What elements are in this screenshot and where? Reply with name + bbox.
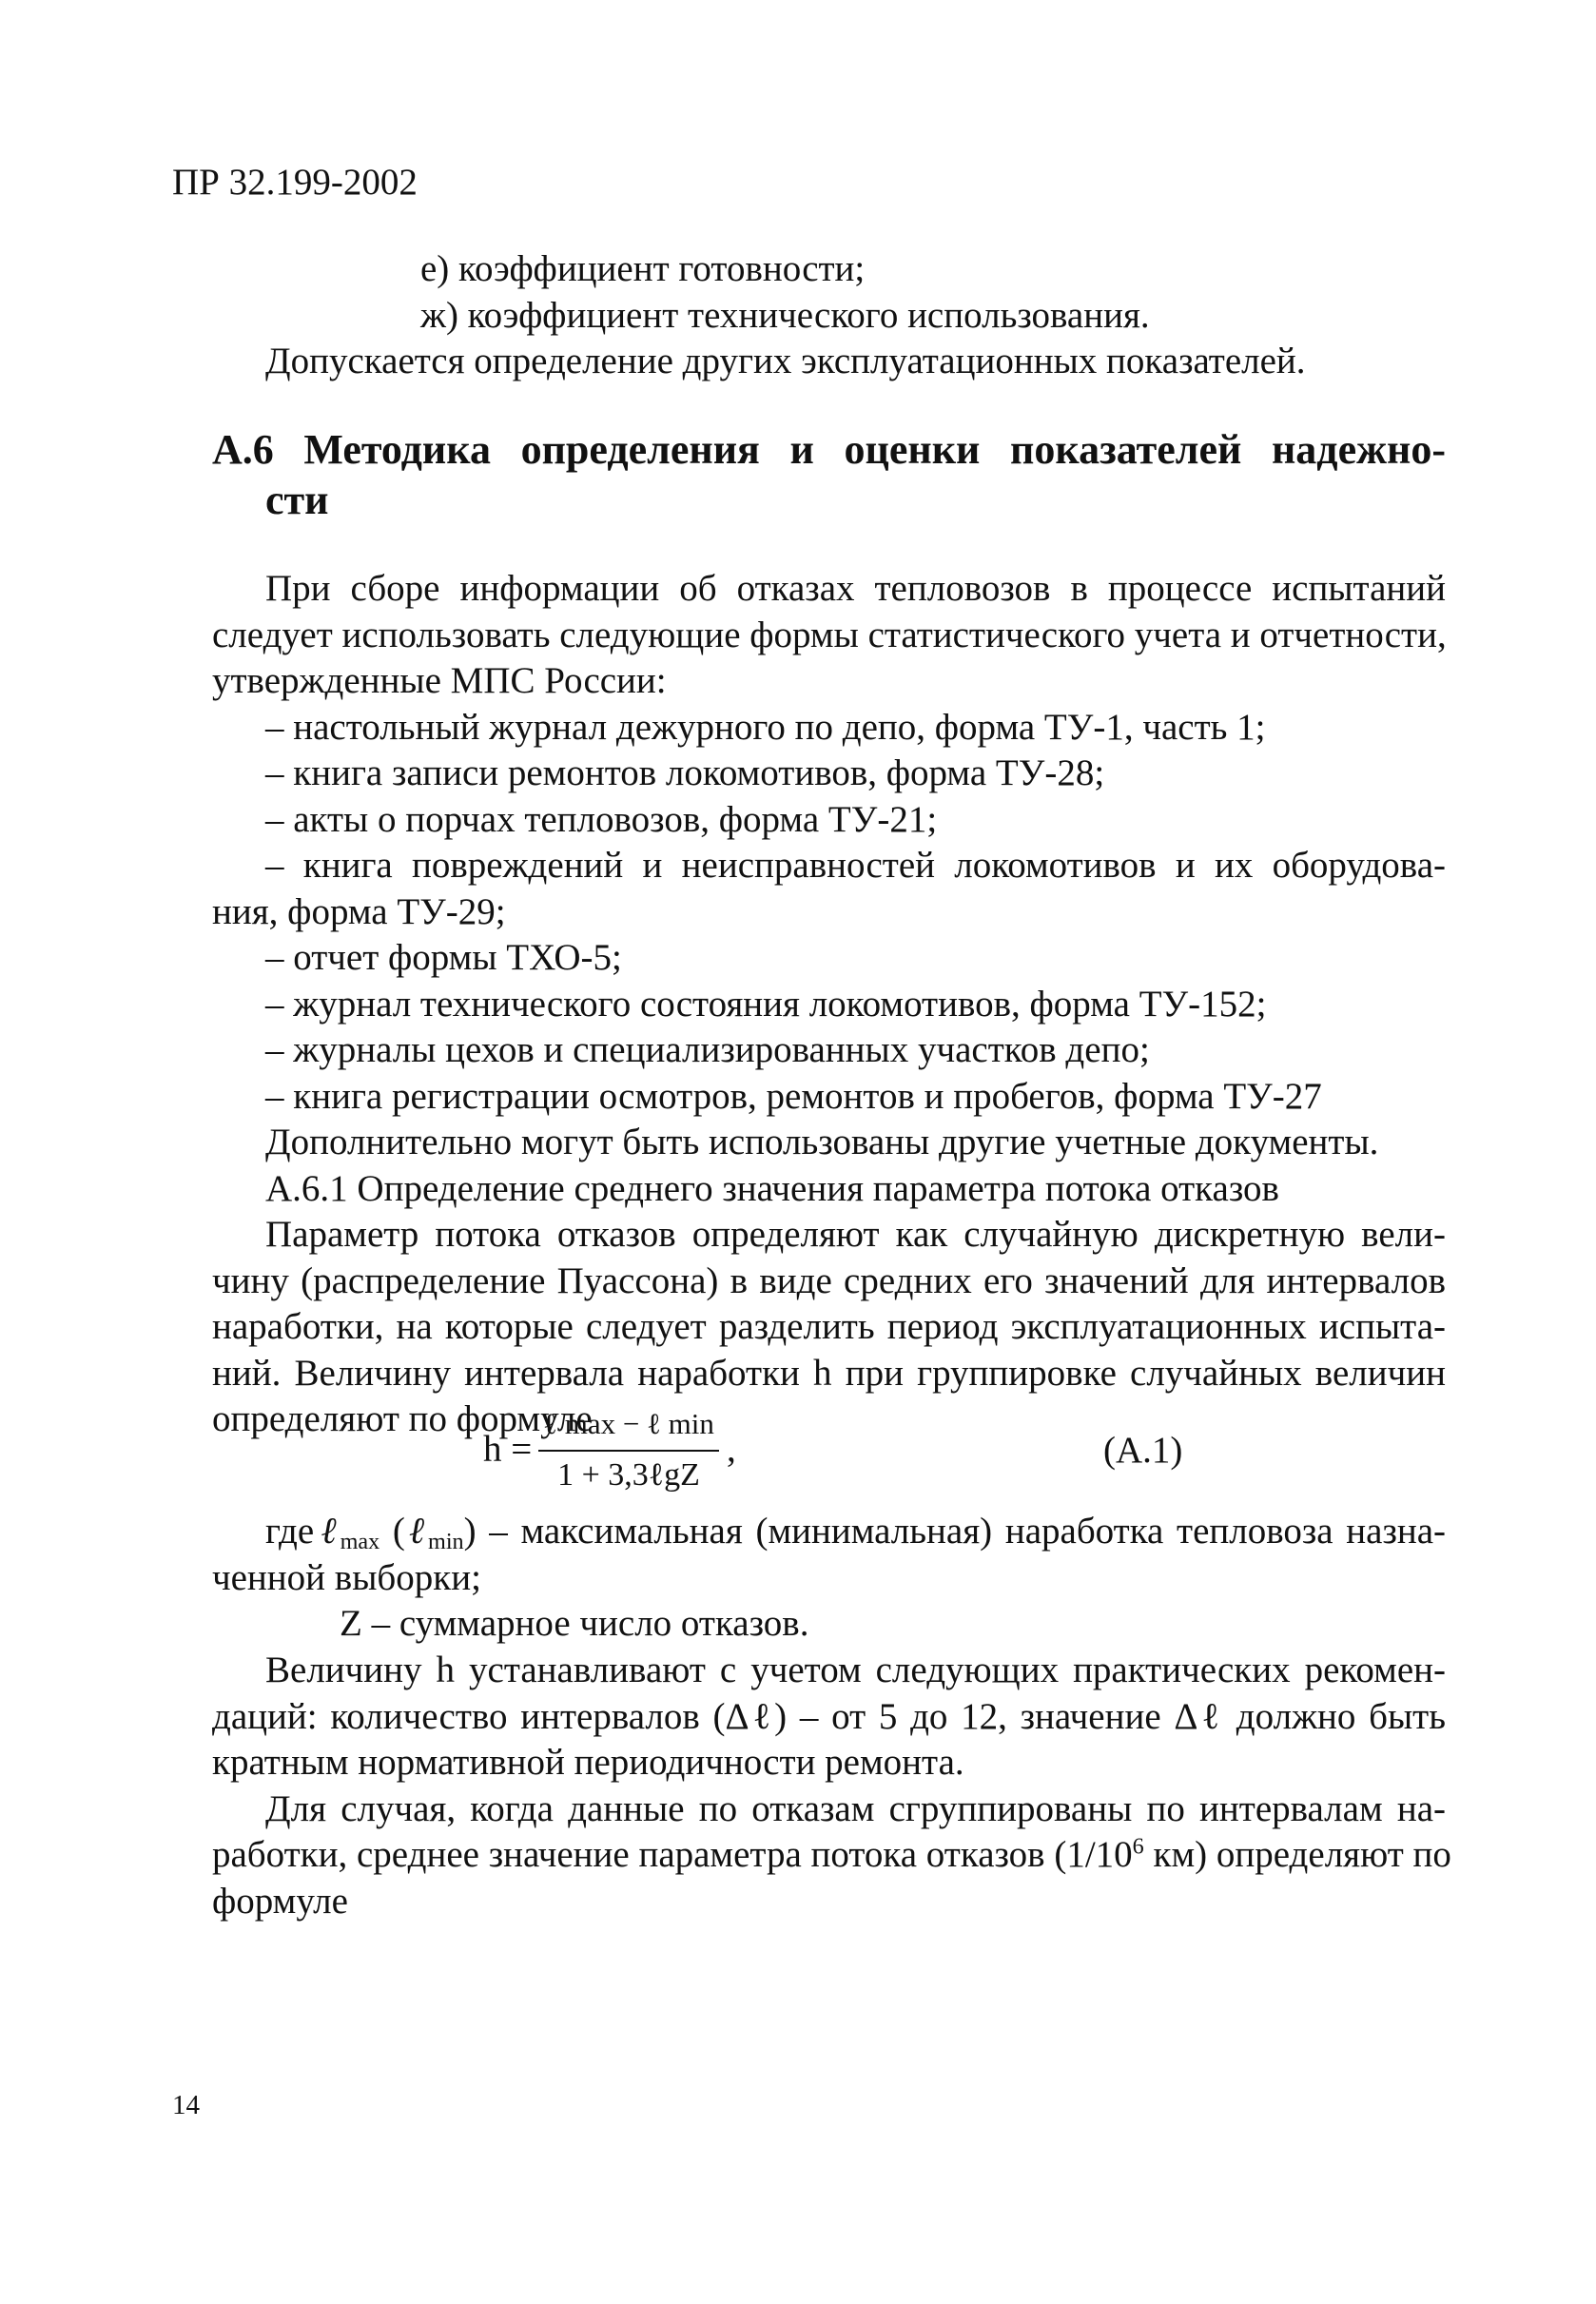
form-list-item: – настольный журнал дежурного по депо, форма ТУ-1, часть 1; (265, 707, 1266, 748)
form-list-item: – книга повреждений и неисправностей локомотивов и их оборудова- (265, 845, 1446, 886)
paragraph-grouped-line1: Для случая, когда данные по отказам сгруппированы по интервалам на- (265, 1788, 1446, 1829)
formula-a1 (483, 1406, 736, 1520)
formula-denominator: 1 + 3,3ℓgZ (557, 1457, 700, 1493)
paragraph-grouped-line3: формуле (212, 1881, 348, 1922)
paragraph-h-line2: даций: количество интервалов (Δℓ) – от 5 до 12, значение Δℓ должно быть (212, 1696, 1446, 1737)
form-list-item: – журналы цехов и специализированных участков депо; (265, 1029, 1150, 1070)
document-code: ПР 32.199-2002 (172, 162, 418, 203)
paragraph-collect-line1: При сборе информации об отказах тепловозов в процессе испытаний (265, 568, 1446, 609)
subsection-title: А.6.1 Определение среднего значения параметра потока отказов (265, 1168, 1279, 1209)
grouped-line2-post: км) определяют по (1143, 1834, 1451, 1875)
superscript-6: 6 (1132, 1833, 1144, 1860)
symbol-l-min: ℓ (404, 1511, 429, 1552)
where-text: ) – максимальная (минимальная) наработка тепловоза назна- (463, 1511, 1447, 1552)
paragraph-collect-line2: следует использовать следующие формы статистического учета и отчетности, (212, 615, 1447, 655)
fraction-bar (538, 1450, 719, 1452)
paragraph-param-line3: наработки, на которые следует разделить период эксплуатационных испыта- (212, 1306, 1446, 1347)
where-word: где (265, 1511, 315, 1552)
formula-numerator: ℓ max − ℓ min (543, 1407, 714, 1440)
grouped-line2-pre: работки, среднее значение параметра потока отказов (1/10 (212, 1834, 1133, 1875)
paragraph-allowed: Допускается определение других эксплуатационных показателей. (265, 341, 1306, 381)
paragraph-grouped-line2 (212, 1832, 1451, 1878)
section-title: А.6 Методика определения и оценки показателей надежно- (212, 426, 1446, 473)
paragraph-param-line1: Параметр потока отказов определяют как случайную дискретную вели- (265, 1214, 1446, 1255)
where-z-line: Z – суммарное число отказов. (340, 1603, 809, 1644)
where-line2: ченной выборки; (212, 1557, 481, 1598)
list-item-zh: ж) коэффициент технического использования. (420, 295, 1150, 336)
paragraph-collect-line3: утвержденные МПС России: (212, 660, 667, 701)
symbol-l-max: ℓ (317, 1511, 341, 1552)
open-paren: ( (392, 1511, 405, 1552)
where-line1 (265, 1509, 1446, 1554)
page-number: 14 (172, 2090, 200, 2120)
formula-comma: , (727, 1429, 736, 1470)
form-list-item: – акты о порчах тепловозов, форма ТУ-21; (265, 799, 938, 840)
equation-number: (А.1) (1103, 1430, 1183, 1471)
paragraph-additional: Дополнительно могут быть использованы другие учетные документы. (265, 1122, 1379, 1162)
paragraph-h-line3: кратным нормативной периодичности ремонта. (212, 1742, 964, 1783)
list-item-e: е) коэффициент готовности; (420, 248, 866, 289)
paragraph-param-line5: определяют по формуле (212, 1398, 593, 1439)
subscript-max: max (340, 1529, 380, 1555)
form-list-item: – отчет формы ТХО-5; (265, 937, 622, 978)
paragraph-h-line1: Величину h устанавливают с учетом следующих практических рекомен- (265, 1650, 1446, 1690)
paragraph-param-line4: ний. Величину интервала наработки h при группировке случайных величин (212, 1353, 1446, 1394)
section-title-continuation: сти (265, 477, 329, 523)
form-list-item: – книга записи ремонтов локомотивов, форма ТУ-28; (265, 752, 1105, 793)
form-list-item: – книга регистрации осмотров, ремонтов и пробегов, форма ТУ-27 (265, 1076, 1322, 1117)
form-list-item-continuation: ния, форма ТУ-29; (212, 891, 506, 932)
subscript-min: min (428, 1529, 464, 1555)
form-list-item: – журнал технического состояния локомотивов, форма ТУ-152; (265, 984, 1267, 1025)
formula-lhs: h = (483, 1429, 533, 1470)
paragraph-param-line2: чину (распределение Пуассона) в виде средних его значений для интервалов (212, 1260, 1446, 1301)
